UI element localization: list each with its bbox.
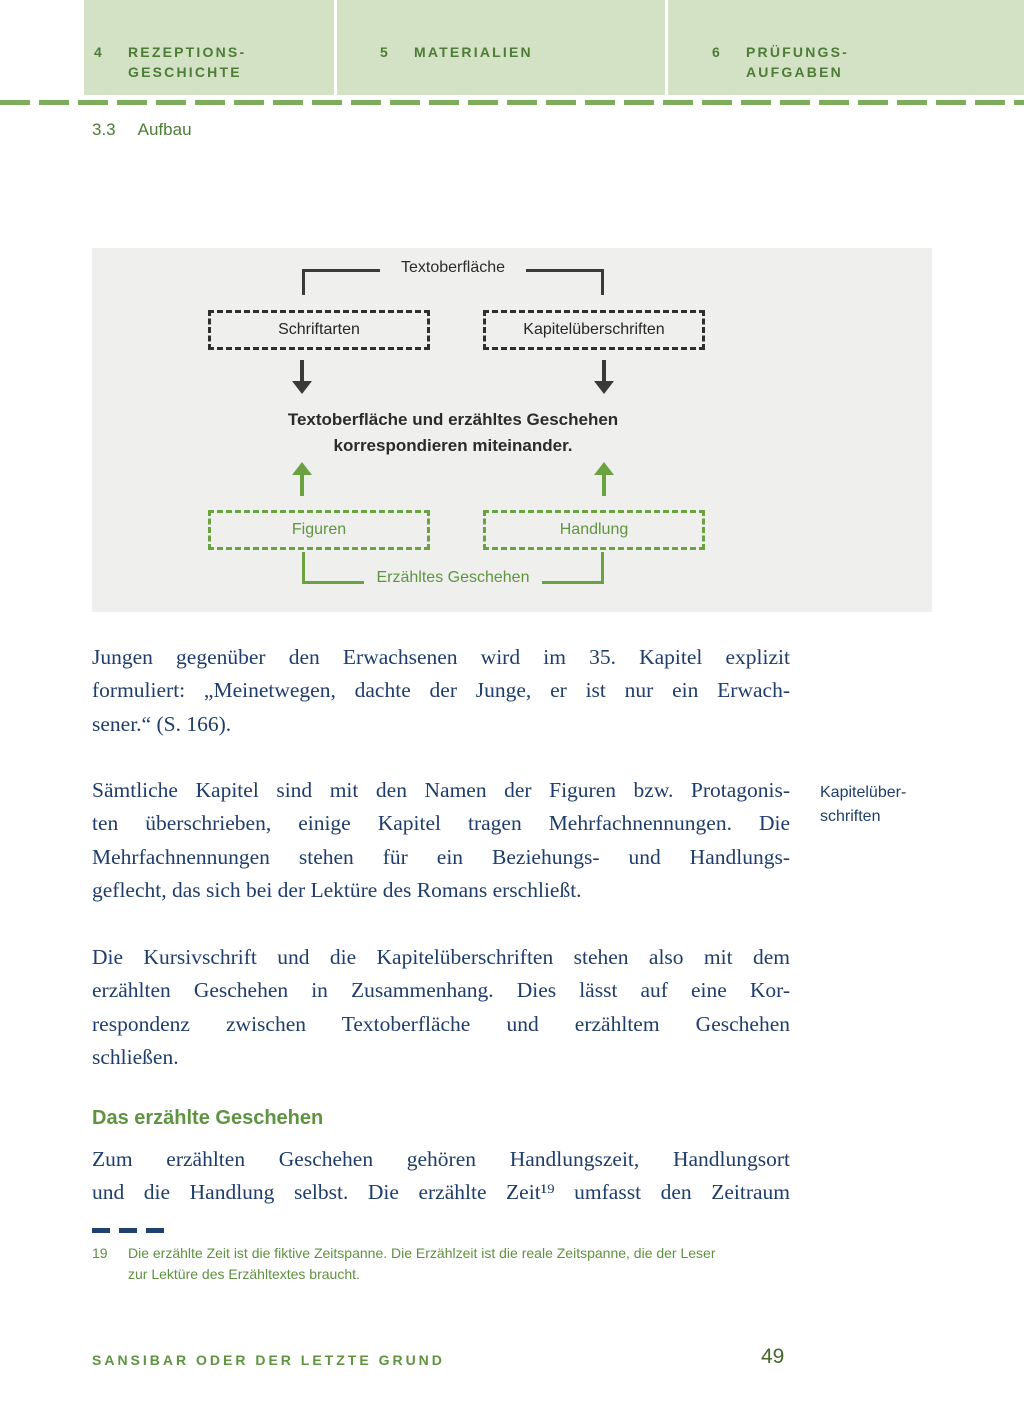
tab-label-line: REZEPTIONS-: [128, 44, 247, 60]
diagram-bottom-label: Erzähltes Geschehen: [376, 569, 530, 586]
arrow-down-icon: [593, 360, 615, 394]
arrow-down-icon: [291, 360, 313, 394]
section-heading: [92, 120, 192, 140]
footnote-divider: [92, 1228, 164, 1233]
footnote-number: 19: [92, 1245, 108, 1261]
text-line: Zum erzählten Geschehen gehören Handlungszeit, Handlungsort: [92, 1147, 790, 1171]
tab-label-line: AUFGABEN: [746, 64, 843, 80]
bracket-connector: [302, 269, 380, 295]
diagram-statement: [203, 407, 703, 459]
arrow-up-icon: [291, 462, 313, 496]
tab-label-line: GESCHICHTE: [128, 64, 242, 80]
tab-label-line: MATERIALIEN: [414, 44, 533, 60]
footer-book-title: SANSIBAR ODER DER LETZTE GRUND: [92, 1352, 445, 1368]
text-line: Die Kursivschrift und die Kapitelüberschriften stehen also mit dem: [92, 945, 790, 969]
text-line: und die Handlung selbst. Die erzählte Zeit¹⁹ umfasst den Zeitraum: [92, 1180, 790, 1205]
page-number: 49: [761, 1345, 785, 1368]
section-number: 3.3: [92, 120, 116, 139]
paragraph: [92, 1143, 790, 1210]
header-tab-rezeptionsgeschichte: [84, 0, 334, 95]
text-line: korrespondieren miteinander.: [333, 436, 573, 455]
text-line: Kapitelüber-: [820, 784, 907, 801]
diagram-box-kapitelueberschriften: Kapitelüberschriften: [483, 310, 705, 350]
text-line: schriften: [820, 808, 881, 825]
section-title: Aufbau: [137, 120, 192, 139]
dashed-divider: [0, 100, 1024, 105]
text-line: schließen.: [92, 1045, 179, 1070]
footnote: [92, 1243, 812, 1285]
tab-label-line: PRÜFUNGS-: [746, 44, 850, 60]
arrow-up-icon: [593, 462, 615, 496]
tab-number: 6: [712, 44, 722, 60]
text-line: Sämtliche Kapitel sind mit den Namen der Figuren bzw. Protagonis-: [92, 778, 790, 802]
text-line: ten überschrieben, einige Kapitel tragen Mehrfachnennungen. Die: [92, 811, 790, 836]
diagram-box-figuren: Figuren: [208, 510, 430, 550]
text-line: Jungen gegenüber den Erwachsenen wird im 35. Kapitel explizit: [92, 645, 790, 669]
text-line: Mehrfachnennungen stehen für ein Beziehungs- und Handlungs-: [92, 844, 790, 869]
text-line: zur Lektüre des Erzähltextes braucht.: [128, 1266, 360, 1282]
paragraph: [92, 774, 790, 908]
text-line: formuliert: „Meinetwegen, dachte der Junge, er ist nur ein Erwach-: [92, 678, 790, 703]
text-line: geflecht, das sich bei der Lektüre des Romans erschließt.: [92, 878, 582, 903]
margin-note-kapitelueberschriften: [820, 781, 1010, 829]
text-line: Die erzählte Zeit ist die fiktive Zeitspanne. Die Erzählzeit ist die reale Zeitspanne, die der Leser: [128, 1245, 716, 1261]
header-tab-pruefungsaufgaben: [668, 0, 1024, 95]
paragraph: [92, 941, 790, 1075]
text-line: Textoberfläche und erzähltes Geschehen: [287, 410, 619, 429]
diagram-top-label: Textoberfläche: [400, 259, 506, 276]
tab-number: 5: [380, 44, 390, 60]
text-line: respondenz zwischen Textoberfläche und erzähltem Geschehen: [92, 1011, 790, 1036]
paragraph: [92, 641, 790, 741]
diagram-box-schriftarten: Schriftarten: [208, 310, 430, 350]
header-tab-materialien: [337, 0, 665, 95]
tab-number: 4: [94, 44, 104, 60]
text-line: sener.“ (S. 166).: [92, 711, 232, 736]
textoberflaeche-diagram: [92, 248, 932, 612]
bracket-connector: [526, 269, 604, 295]
diagram-box-handlung: Handlung: [483, 510, 705, 550]
text-line: erzählten Geschehen in Zusammenhang. Dies lässt auf eine Kor-: [92, 978, 790, 1003]
subheading-das-erzaehlte-geschehen: Das erzählte Geschehen: [92, 1107, 324, 1129]
